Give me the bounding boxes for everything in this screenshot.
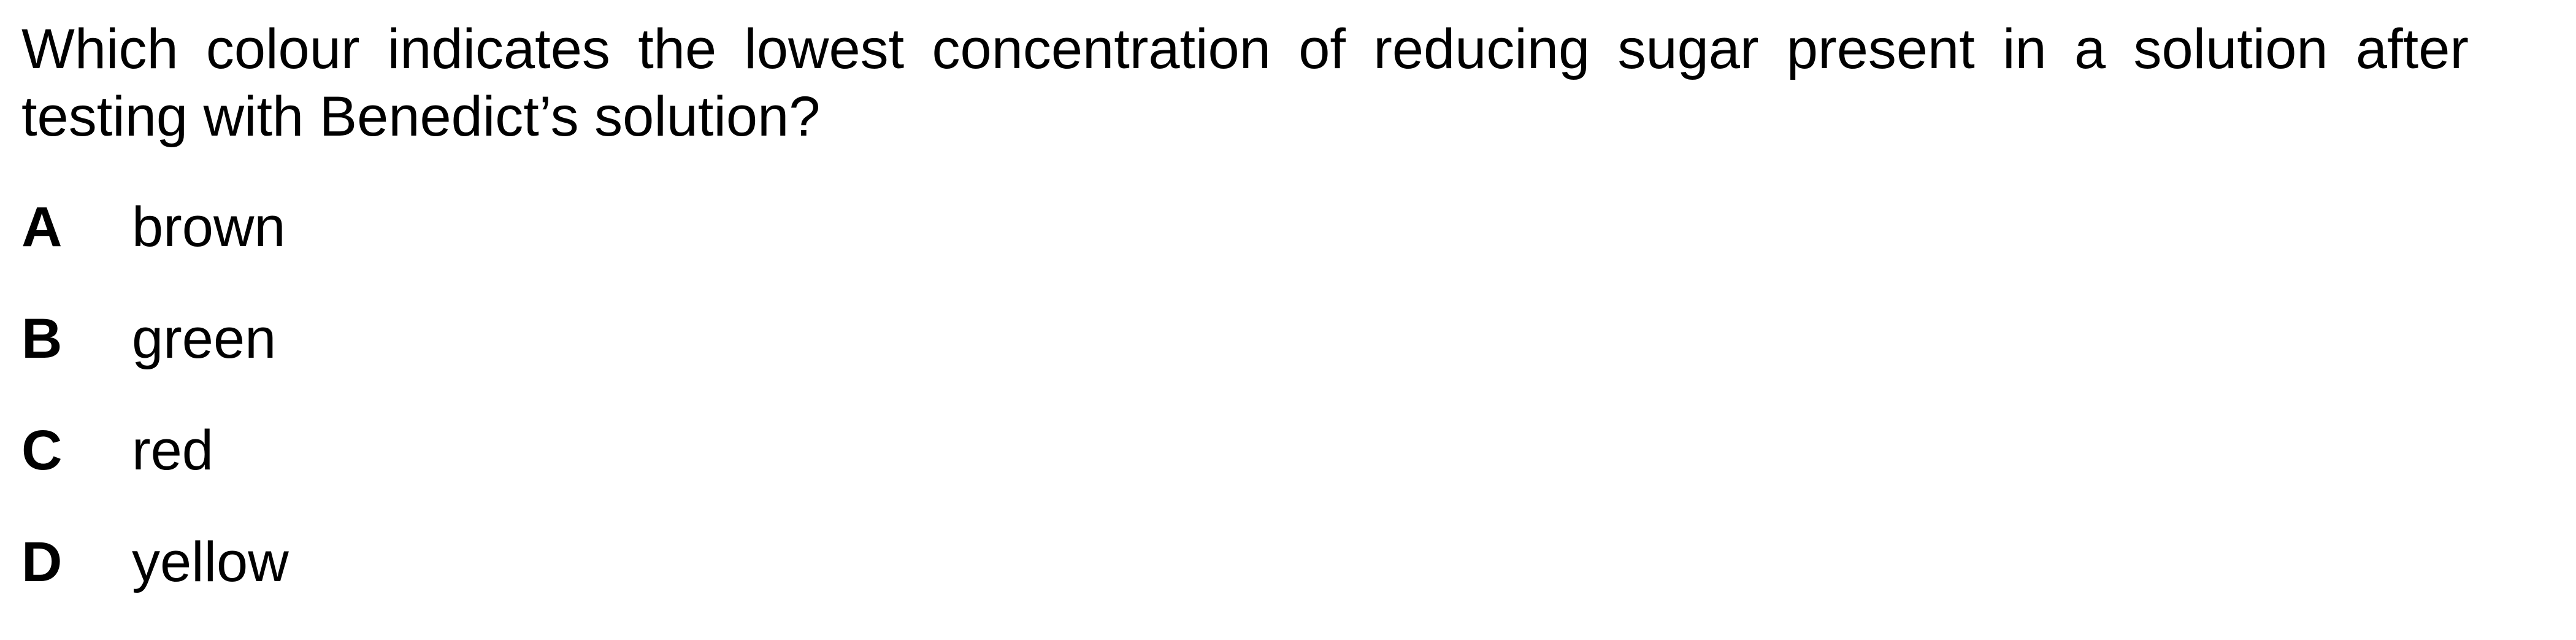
option-text: green [132,307,277,370]
option-text: yellow [132,531,289,593]
option-letter: B [21,307,63,370]
option-c[interactable] [21,417,1861,528]
option-b[interactable] [21,305,1861,417]
option-a[interactable] [21,193,1861,305]
option-letter: A [21,196,63,258]
option-text: brown [132,196,286,258]
option-text: red [132,419,213,482]
option-letter: D [21,531,63,593]
question-text: Which colour indicates the lowest concentration of reducing sugar present in a solution after testing with Benedict’s solution? [21,18,2469,148]
answer-options [21,193,1861,640]
option-letter: C [21,419,63,482]
